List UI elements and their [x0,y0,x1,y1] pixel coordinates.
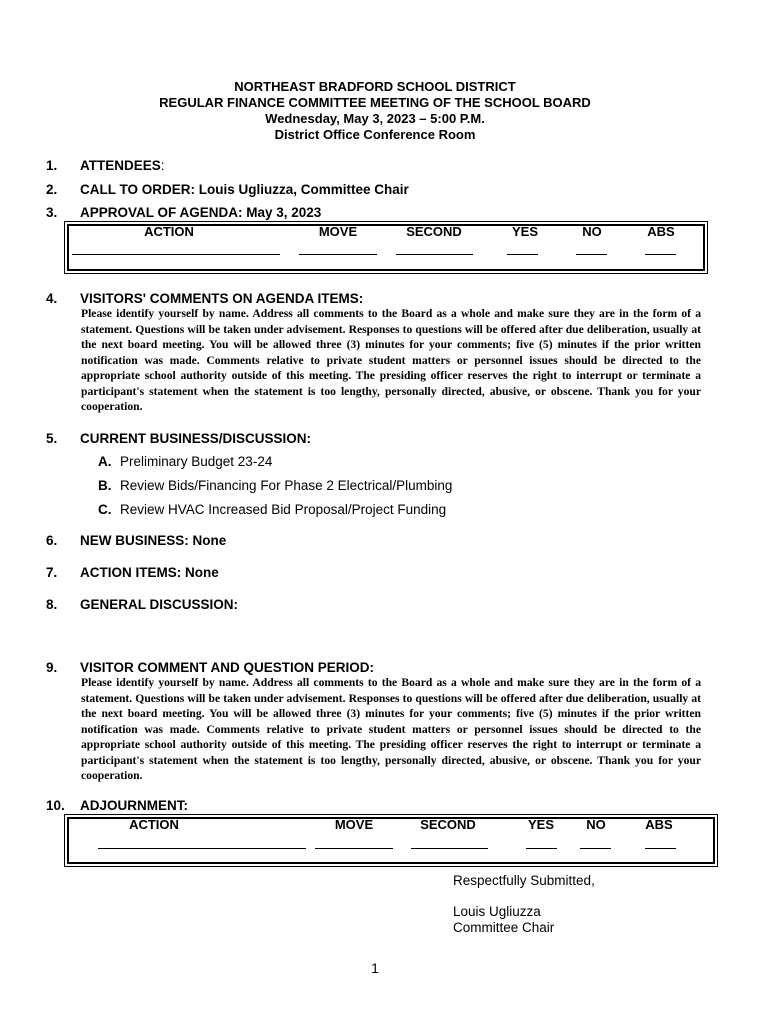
no-line [580,848,611,849]
meeting-date: Wednesday, May 3, 2023 – 5:00 P.M. [265,111,485,126]
second-line [396,254,473,255]
col-yes: YES [527,817,554,832]
current-business-item: B. Review Bids/Financing For Phase 2 Electrical/Plumbing [98,478,453,493]
action-line [72,254,280,255]
signer-name: Louis Ugliuzza [453,904,541,919]
col-no: NO [582,224,602,239]
abs-line [645,848,676,849]
col-action: ACTION [129,817,179,832]
approval-vote-table [64,221,708,274]
col-no: NO [586,817,606,832]
col-yes: YES [511,224,538,239]
agenda-item-current-business: 5. CURRENT BUSINESS/DISCUSSION: [46,431,312,446]
agenda-item-general-discussion: 8. GENERAL DISCUSSION: [46,597,239,612]
signer-role: Committee Chair [453,920,555,935]
agenda-item-call-to-order: 2. CALL TO ORDER: Louis Ugliuzza, Committee Chair [46,182,409,197]
page-number: 1 [371,960,379,976]
col-move: MOVE [318,224,358,239]
closing-text: Respectfully Submitted, [453,873,595,888]
col-abs: ABS [647,224,675,239]
col-second: SECOND [420,817,476,832]
agenda-item-new-business: 6. NEW BUSINESS: None [46,533,227,548]
abs-line [645,254,676,255]
no-line [576,254,607,255]
agenda-item-adjournment: 10. ADJOURNMENT: [46,798,188,813]
document-header [0,79,750,143]
move-line [315,848,393,849]
second-line [411,848,488,849]
col-move: MOVE [334,817,374,832]
col-abs: ABS [645,817,673,832]
meeting-title: REGULAR FINANCE COMMITTEE MEETING OF THE SCHOOL BOARD [159,95,591,110]
col-action: ACTION [144,224,194,239]
visitor-comment-rules: Please identify yourself by name. Address all comments to the Board as a whole and make sure they are in the form of a statement. Questions will be taken under advisement. Responses to questions will be offered after due deliberation, usually at the next board meeting. You will be allowed three (3) minutes for your comments; five (5) minutes if the prior written notification was made. Comments relative to private student matters or personnel issues should be directed to the appropriate school authority outside of this meeting. The presiding officer reserves the right to interrupt or terminate a participant's statement when the statement is too lengthy, personally directed, abusive, or obscene. Thank you for your cooperation. [81,307,701,413]
visitor-period-rules: Please identify yourself by name. Address all comments to the Board as a whole and make sure they are in the form of a statement. Questions will be taken under advisement. Responses to questions will be offered after due deliberation, usually at the next board meeting. You will be allowed three (3) minutes for your comments; five (5) minutes if the prior written notification was made. Comments relative to private student matters or personnel issues should be directed to the appropriate school authority outside of this meeting. The presiding officer reserves the right to interrupt or terminate a participant's statement when the statement is too lengthy, personally directed, abusive, or obscene. Thank you for your cooperation. [81,676,701,782]
agenda-item-attendees: 1. ATTENDEES: [46,158,165,173]
agenda-item-visitors: 4. VISITORS' COMMENTS ON AGENDA ITEMS: [46,291,364,306]
current-business-item: C. Review HVAC Increased Bid Proposal/Project Funding [98,502,447,517]
move-line [299,254,377,255]
agenda-item-visitor-period: 9. VISITOR COMMENT AND QUESTION PERIOD: [46,660,375,675]
agenda-item-action-items: 7. ACTION ITEMS: None [46,565,219,580]
adjournment-vote-table [64,814,718,867]
col-second: SECOND [406,224,462,239]
district-name: NORTHEAST BRADFORD SCHOOL DISTRICT [234,79,516,94]
current-business-item: A. Preliminary Budget 23-24 [98,454,273,469]
agenda-item-approval: 3. APPROVAL OF AGENDA: May 3, 2023 [46,205,322,220]
meeting-location: District Office Conference Room [274,127,476,142]
action-line [98,848,306,849]
yes-line [507,254,538,255]
yes-line [526,848,557,849]
